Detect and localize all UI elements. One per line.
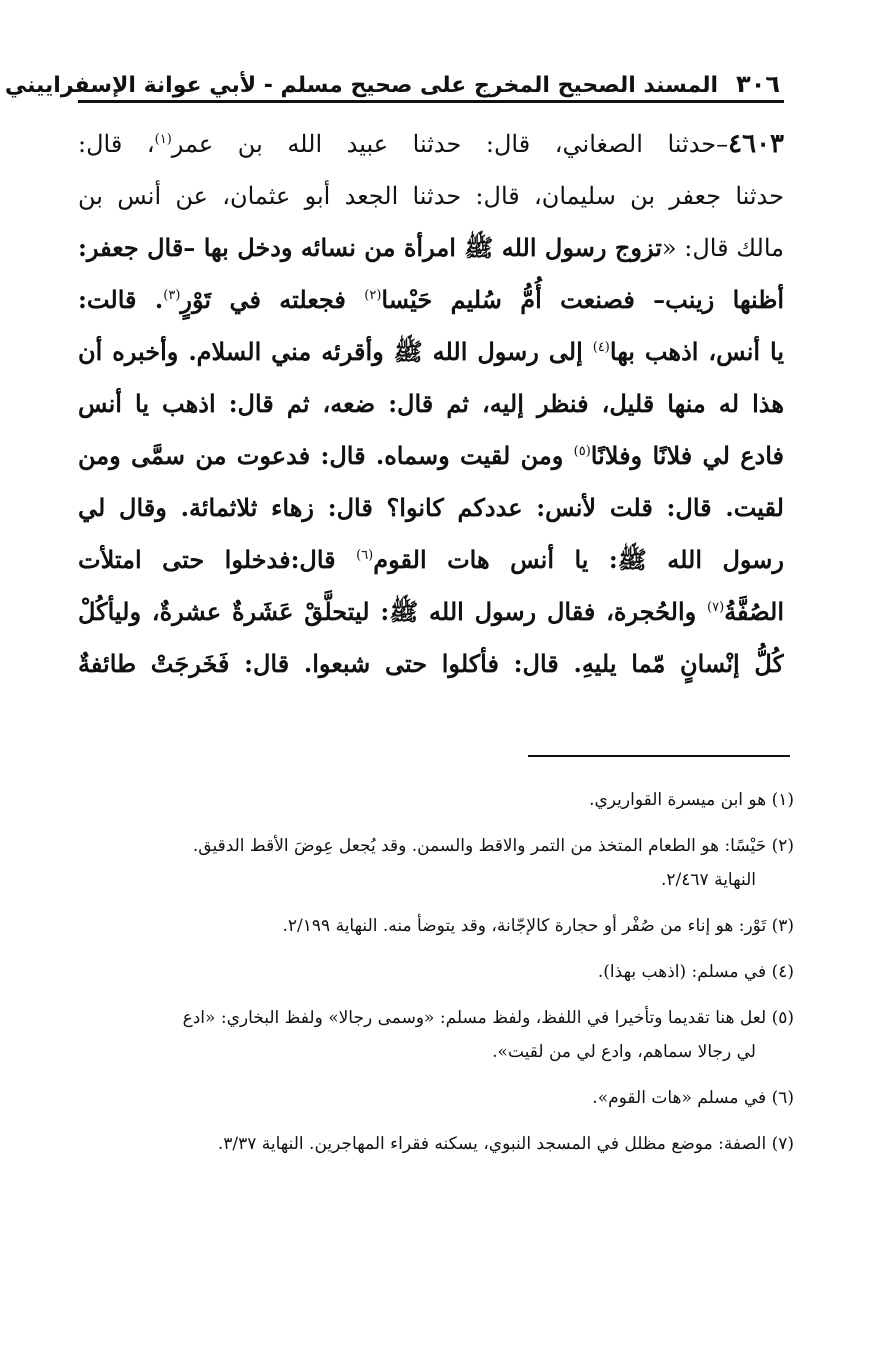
- text-segment: . قالت:: [78, 285, 164, 314]
- footnote-line: (٤) في مسلم: (اذهب بهذا).: [597, 962, 794, 982]
- footnote-line: (٣) تَوْر: هو إناء من صُفْر أو حجارة كالإجّانة، وقد يتوضأ منه. النهاية ٢/١٩٩.: [282, 916, 794, 936]
- text-line: [78, 222, 784, 274]
- text-segment: يا أنس، اذهب بها: [609, 337, 784, 366]
- text-segment: هذا له منها قليل، فنظر إليه، ثم قال: ضعه، ثم قال: اذهب يا أنس: [78, 389, 784, 418]
- text-segment: قال:فدخلوا حتى امتلأت: [78, 545, 357, 574]
- footnote-line: (٥) لعل هنا تقديما وتأخيرا في اللفظ، ولفظ مسلم: «وسمى رجالا» ولفظ البخاري: «ادع: [182, 1008, 794, 1028]
- text-line: [78, 586, 784, 638]
- text-segment: ، قال:: [78, 130, 155, 158]
- text-line: [78, 482, 784, 534]
- footnote: [80, 955, 794, 989]
- text-line: [78, 118, 784, 170]
- footnote-ref: (٧): [707, 600, 725, 615]
- text-line: [78, 274, 784, 326]
- hadith-number: ٤٦٠٣: [728, 129, 784, 159]
- footnote-line: (٦) في مسلم «هات القوم».: [592, 1088, 794, 1108]
- page-number: ٣٠٦: [736, 70, 780, 98]
- text-segment: مالك قال: «: [661, 234, 784, 262]
- text-line: [78, 638, 784, 690]
- footnote-divider: [528, 755, 790, 757]
- footnote-ref: (١): [154, 132, 172, 147]
- footnote-ref: (٤): [592, 340, 610, 355]
- footnote: [80, 783, 794, 817]
- footnote-line: (٢) حَيْسًا: هو الطعام المتخذ من التمر والاقط والسمن. وقد يُجعل عِوضَ الأقط الدقيق.: [192, 836, 794, 856]
- footnote-ref: (٥): [573, 444, 591, 459]
- footnotes: [80, 783, 794, 1173]
- text-segment: تزوج رسول الله ﷺ امرأة من نسائه ودخل بها –قال جعفر:: [78, 233, 662, 262]
- page-header: [4, 58, 780, 98]
- footnote-line: لي رجالا سماهم، وادع لي من لقيت».: [492, 1042, 756, 1062]
- text-segment: رسول الله ﷺ: يا أنس هات القوم: [373, 545, 784, 574]
- text-segment: حدثنا جعفر بن سليمان، قال: حدثنا الجعد أبو عثمان، عن أنس بن: [78, 182, 784, 210]
- footnote: [80, 1081, 794, 1115]
- text-segment: كُلُّ إنْسانٍ مّما يليهِ. قال: فأكلوا حتى شبعوا. قال: فَخَرجَتْ طائفةٌ: [78, 649, 784, 678]
- footnote-line: النهاية ٢/٤٦٧.: [661, 870, 756, 890]
- footnote: [80, 909, 794, 943]
- text-line: [78, 326, 784, 378]
- footnote-ref: (٢): [364, 288, 382, 303]
- footnote: [80, 1127, 794, 1161]
- footnote-line: (٧) الصفة: موضع مظلل في المسجد النبوي، يسكنه فقراء المهاجرين. النهاية ٣/٣٧.: [217, 1134, 794, 1154]
- text-segment: إلى رسول الله ﷺ وأقرئه مني السلام. وأخبره أن: [78, 337, 593, 366]
- text-line: [78, 430, 784, 482]
- running-title: المسند الصحيح المخرج على صحيح مسلم - لأبي عوانة الإسفراييني: [4, 73, 719, 98]
- text-segment: الصُفَّةُ: [724, 597, 784, 626]
- footnote: [80, 829, 794, 897]
- text-line: [78, 170, 784, 222]
- footnote-ref: (٣): [163, 288, 181, 303]
- text-segment: والحُجرة، فقال رسول الله ﷺ: ليتحلَّقْ عَشَرةٌ عشرةٌ، وليأكُلْ: [78, 597, 708, 626]
- footnote-line: (١) هو ابن ميسرة القواريري.: [589, 790, 794, 810]
- text-segment: أظنها زينب– فصنعت أُمُّ سُليم حَيْسا: [381, 285, 784, 314]
- footnote: [80, 1001, 794, 1069]
- header-divider: [78, 100, 784, 103]
- text-line: [78, 378, 784, 430]
- text-segment: لقيت. قال: قلت لأنس: عددكم كانوا؟ قال: زهاء ثلاثمائة. وقال لي: [78, 493, 784, 522]
- text-segment: –حدثنا الصغاني، قال: حدثنا عبيد الله بن عمر: [171, 130, 729, 158]
- hadith-text: [78, 118, 784, 690]
- text-segment: ومن لقيت وسماه. قال: فدعوت من سمَّى ومن: [78, 441, 574, 470]
- text-segment: فادع لي فلانًا وفلانًا: [590, 441, 784, 470]
- text-segment: فجعلته في تَوْرٍ: [180, 285, 365, 314]
- text-line: [78, 534, 784, 586]
- footnote-ref: (٦): [356, 548, 374, 563]
